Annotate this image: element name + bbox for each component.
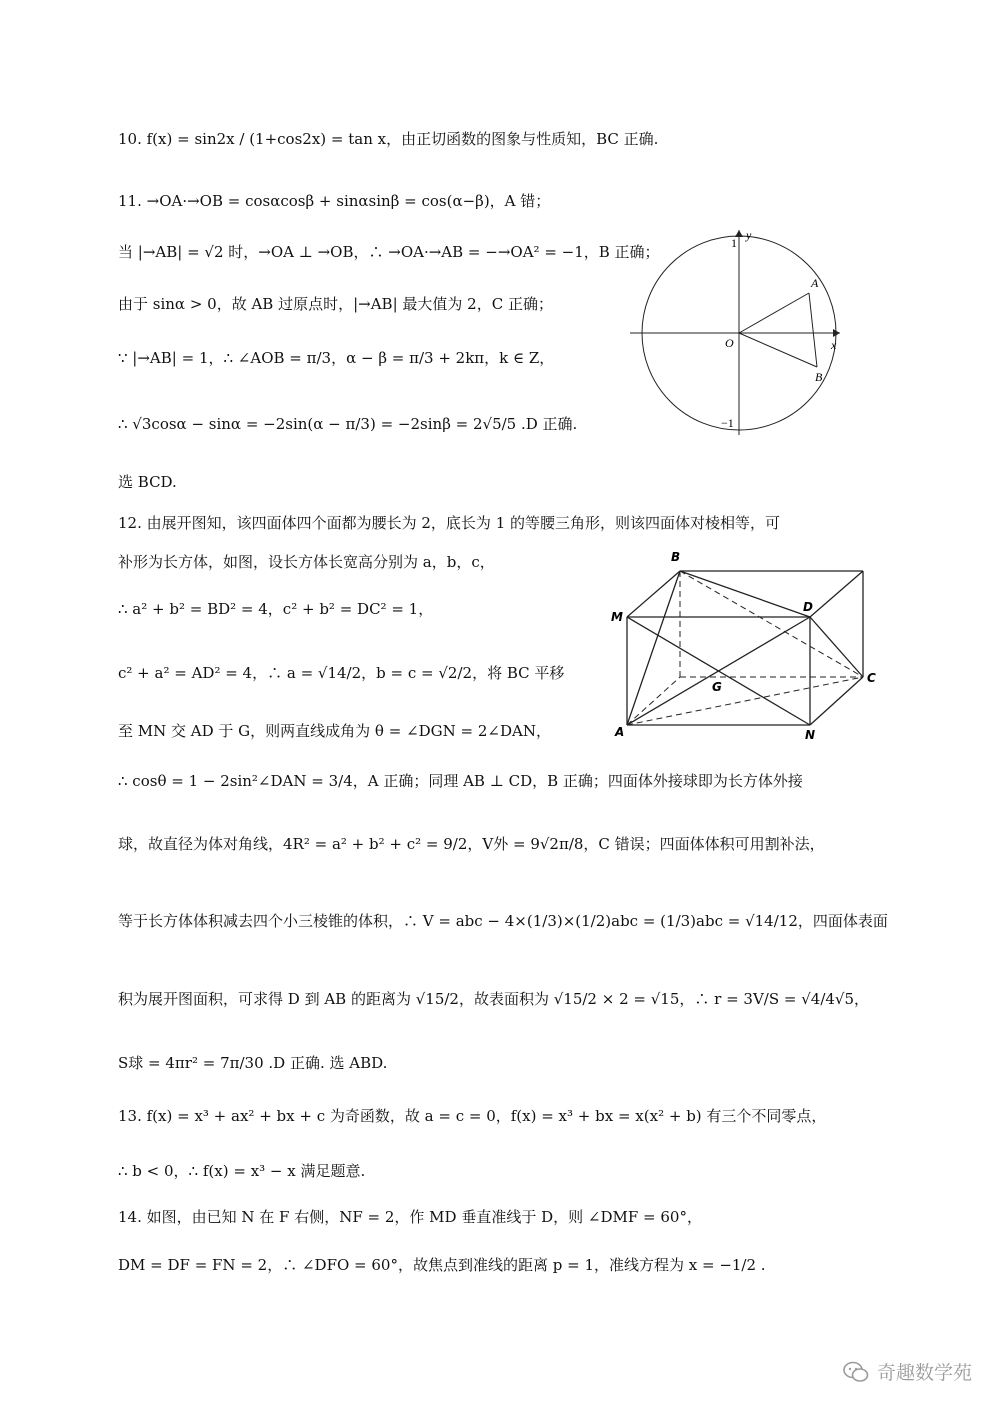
solution-11-line-4 xyxy=(118,347,554,368)
edge-top-right-connector xyxy=(810,571,863,617)
label-b: B xyxy=(671,550,681,564)
solution-12-line-2 xyxy=(118,551,495,572)
label-d: D xyxy=(803,600,813,614)
label-g: G xyxy=(712,680,722,694)
label-neg-one: −1 xyxy=(721,416,734,430)
solution-12-line-10 xyxy=(118,1052,387,1073)
solution-11-line-5-text: ∴ √3cosα − sinα = −2sin(α − π/3) = −2sinβ = 2√5/5 .D 正确. xyxy=(118,415,578,433)
segment-oa xyxy=(739,293,809,333)
solution-11-line-1-text: 11. →OA·→OB = cosαcosβ + sinαsinβ = cos(α−β)，A 错； xyxy=(118,192,551,210)
label-a: A xyxy=(615,725,625,739)
solution-12-line-6-text: ∴ cosθ = 1 − 2sin²∠DAN = 3/4，A 正确；同理 AB ⊥ CD，B 正确；四面体外接球即为长方体外接 xyxy=(118,772,803,790)
edge-bd xyxy=(680,571,810,617)
edge-ac-hidden xyxy=(627,677,863,725)
solution-12-line-9-text: 积为展开图面积，可求得 D 到 AB 的距离为 √15/2，故表面积为 √15/2 × 2 = √15，∴ r = 3V/S = √4/4√5， xyxy=(118,990,870,1008)
solution-12-line-1-text: 12. 由展开图知，该四面体四个面都为腰长为 2，底长为 1 的等腰三角形，则该四面体对棱相等，可 xyxy=(118,514,781,532)
solution-11-line-2-text: 当 |→AB| = √2 时，→OA ⊥ →OB，∴ →OA·→AB = −→OA² = −1，B 正确； xyxy=(118,243,660,261)
segment-ob xyxy=(739,333,817,367)
segment-ab xyxy=(809,293,817,367)
solution-12-line-10-text: S球 = 4πr² = 7π/30 .D 正确. 选 ABD. xyxy=(118,1054,388,1072)
cuboid-figure xyxy=(605,545,890,740)
solution-12-line-3 xyxy=(118,598,433,619)
solution-11-line-3 xyxy=(118,293,553,314)
label-b: B xyxy=(815,370,823,384)
edge-bc-hidden xyxy=(680,571,863,677)
solution-11-line-2 xyxy=(118,241,660,262)
label-m: M xyxy=(611,610,623,624)
solution-11-line-5 xyxy=(118,413,577,434)
solution-14-line-1-text: 14. 如图，由已知 N 在 F 右侧，NF = 2，作 MD 垂直准线于 D，则 ∠DMF = 60°， xyxy=(118,1208,702,1226)
label-n: N xyxy=(805,728,816,740)
solution-10 xyxy=(118,128,658,149)
solution-13-line-2-text: ∴ b < 0，∴ f(x) = x³ − x 满足题意. xyxy=(118,1162,366,1180)
solution-11-line-3-text: 由于 sinα > 0，故 AB 过原点时，|→AB| 最大值为 2，C 正确； xyxy=(118,295,553,313)
solution-12-line-7-text: 球，故直径为体对角线，4R² = a² + b² + c² = 9/2，V外 = 9√2π/8，C 错误；四面体体积可用割补法， xyxy=(118,835,825,853)
label-c: C xyxy=(867,671,876,685)
solution-10-text: 10. f(x) = sin2x / (1+cos2x) = tan x，由正切函数的图象与性质知，BC 正确. xyxy=(118,130,659,148)
solution-13-line-2 xyxy=(118,1160,365,1181)
label-x: x xyxy=(831,338,837,352)
solution-14-line-1 xyxy=(118,1206,702,1227)
solution-12-line-5-text: 至 MN 交 AD 于 G，则两直线成角为 θ = ∠DGN = 2∠DAN， xyxy=(118,722,551,740)
solution-12-line-4 xyxy=(118,662,564,683)
watermark xyxy=(843,1358,972,1385)
wechat-icon xyxy=(843,1361,869,1383)
label-o: O xyxy=(725,336,734,350)
solution-14-line-2-text: DM = DF = FN = 2，∴ ∠DFO = 60°，故焦点到准线的距离 p = 1，准线方程为 x = −1/2 . xyxy=(118,1256,766,1274)
solution-12-line-3-text: ∴ a² + b² = BD² = 4，c² + b² = DC² = 1， xyxy=(118,600,434,618)
solution-12-line-1 xyxy=(118,512,780,533)
solution-12-line-2-text: 补形为长方体，如图，设长方体长宽高分别为 a，b，c， xyxy=(118,553,495,571)
solution-11-line-4-text: ∵ |→AB| = 1，∴ ∠AOB = π/3，α − β = π/3 + 2kπ，k ∈ Z， xyxy=(118,349,555,367)
solution-12-line-8-text: 等于长方体体积减去四个小三棱锥的体积，∴ V = abc − 4×(1/3)×(1/2)abc = (1/3)abc = √14/12，四面体表面 xyxy=(118,912,888,930)
label-y: y xyxy=(746,228,752,242)
solution-11-line-1 xyxy=(118,190,550,211)
solution-12-line-9 xyxy=(118,988,869,1009)
label-one: 1 xyxy=(731,236,737,250)
solution-12-line-7 xyxy=(118,833,825,854)
solution-13-line-1 xyxy=(118,1105,826,1126)
solution-12-line-5 xyxy=(118,720,551,741)
solution-12-line-8 xyxy=(118,910,888,931)
label-a: A xyxy=(811,276,819,290)
solution-14-line-2 xyxy=(118,1254,766,1275)
edge-dc xyxy=(810,617,863,677)
solution-12-line-4-text: c² + a² = AD² = 4，∴ a = √14/2，b = c = √2/2，将 BC 平移 xyxy=(118,664,565,682)
solution-11-line-6 xyxy=(118,471,177,492)
solution-12-line-6 xyxy=(118,770,803,791)
edge-nc xyxy=(810,677,863,725)
solution-13-line-1-text: 13. f(x) = x³ + ax² + bx + c 为奇函数，故 a = c = 0，f(x) = x³ + bx = x(x² + b) 有三个不同零点， xyxy=(118,1107,827,1125)
solution-11-line-6-text: 选 BCD. xyxy=(118,473,177,491)
watermark-text: 奇趣数学苑 xyxy=(876,1362,972,1384)
unit-circle-figure xyxy=(625,225,850,440)
